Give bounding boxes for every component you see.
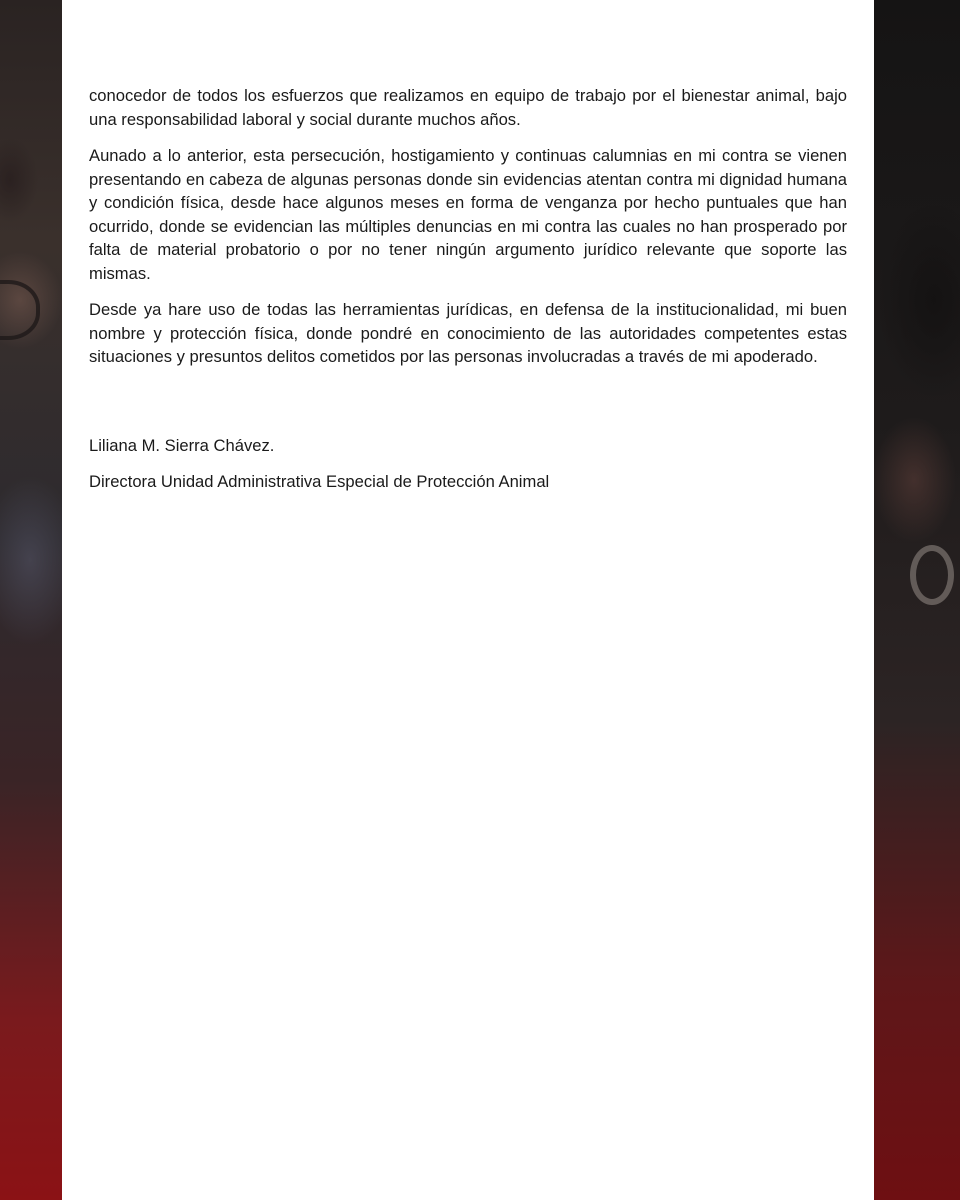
glasses-shape	[0, 280, 40, 340]
earring-shape	[910, 545, 954, 605]
signatory-title: Directora Unidad Administrativa Especial de Protección Animal	[89, 472, 550, 491]
paragraph-3: Desde ya hare uso de todas las herramientas jurídicas, en defensa de la institucionalidad, mi buen nombre y protección física, donde pondré en conocimiento de las autoridades competentes estas situaciones y presuntos delitos cometidos por las personas involucradas a través de mi apoderado.	[89, 300, 847, 366]
signature-block	[89, 434, 847, 494]
background-photo-right	[874, 0, 960, 1200]
background-photo-left	[0, 0, 62, 1200]
paragraph-1: conocedor de todos los esfuerzos que realizamos en equipo de trabajo por el bienestar animal, bajo una responsabilidad laboral y social durante muchos años.	[89, 86, 847, 129]
document-page	[62, 0, 874, 1200]
document-body	[89, 84, 847, 507]
paragraph-2: Aunado a lo anterior, esta persecución, hostigamiento y continuas calumnias en mi contra se vienen presentando en cabeza de algunas personas donde sin evidencias atentan contra mi dignidad humana y condición física, desde hace algunos meses en forma de venganza por hecho puntuales que han ocurrido, donde se evidencian las múltiples denuncias en mi contra las cuales no han prosperado por falta de material probatorio o por no tener ningún argumento jurídico relevante que soporte las mismas.	[89, 146, 847, 283]
signatory-name: Liliana M. Sierra Chávez.	[89, 435, 275, 455]
